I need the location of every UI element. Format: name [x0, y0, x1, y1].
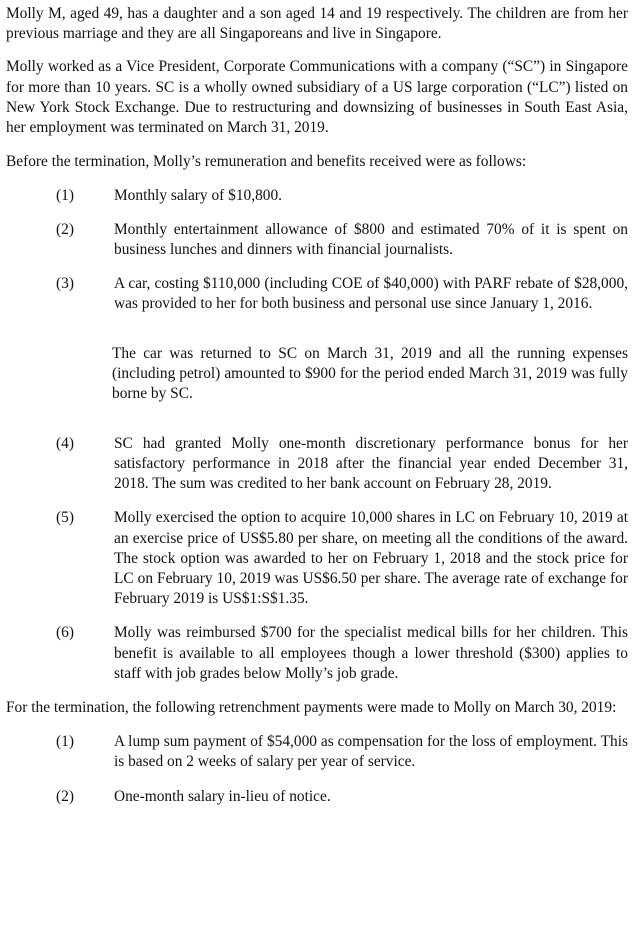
document-page	[6, 4, 628, 807]
benefit-number: (4)	[56, 434, 74, 452]
benefit-number: (3)	[56, 275, 74, 293]
benefit-text: SC had granted Molly one-month discretionary performance bonus for her satisfactory performance in 2018 after the financial year ended December 31, 2018. The sum was credited to her bank account on February 28, 2019.	[114, 434, 628, 493]
termination-text: One-month salary in-lieu of notice.	[114, 787, 331, 805]
benefit-item-5	[54, 508, 628, 609]
benefit-item-4	[54, 434, 628, 495]
benefit-text: Molly exercised the option to acquire 10,000 shares in LC on February 10, 2019 at an exercise price of US$5.80 per share, on meeting all the conditions of the award. The stock option was awarded to her on February 1, 2018 and the stock price for LC on February 10, 2019 was US$6.50 per share. The average rate of exchange for February 2019 is US$1:S$1.35.	[114, 509, 628, 608]
termination-number: (1)	[56, 733, 74, 751]
benefit-item-3-continuation: The car was returned to SC on March 31, 2019 and all the running expenses (including petrol) amounted to $900 for the period ended March 31, 2019 was fully borne by SC.	[112, 344, 628, 403]
benefit-item-3	[54, 274, 628, 314]
benefit-number: (2)	[56, 220, 74, 238]
benefit-number: (1)	[56, 187, 74, 205]
benefit-item-1	[54, 186, 628, 206]
termination-number: (2)	[56, 787, 74, 805]
benefit-item-6	[54, 623, 628, 684]
benefit-text: A car, costing $110,000 (including COE of $40,000) with PARF rebate of $28,000, was provided to her for both business and personal use since January 1, 2016.	[114, 275, 628, 313]
termination-item-2	[54, 787, 628, 807]
benefit-number: (5)	[56, 509, 74, 527]
termination-item-1	[54, 732, 628, 772]
termination-text: A lump sum payment of $54,000 as compensation for the loss of employment. This is based on 2 weeks of salary per year of service.	[114, 733, 628, 771]
benefit-item-2	[54, 220, 628, 260]
termination-heading: For the termination, the following retrenchment payments were made to Molly on March 30, 2019:	[6, 699, 617, 717]
benefit-text: Molly was reimbursed $700 for the specialist medical bills for her children. This benefit is available to all employees though a lower threshold ($300) applies to staff with job grades below Molly’s job grade.	[114, 624, 628, 682]
benefits-heading: Before the termination, Molly’s remuneration and benefits received were as follows:	[6, 153, 527, 171]
intro-paragraph: Molly M, aged 49, has a daughter and a son aged 14 and 19 respectively. The children are from her previous marriage and they are all Singaporeans and live in Singapore.	[6, 5, 628, 43]
benefit-number: (6)	[56, 624, 74, 642]
benefit-text: Monthly entertainment allowance of $800 and estimated 70% of it is spent on business lunches and dinners with financial journalists.	[114, 220, 628, 258]
benefit-text: Monthly salary of $10,800.	[114, 187, 282, 205]
employment-paragraph: Molly worked as a Vice President, Corporate Communications with a company (“SC”) in Singapore for more than 10 years. SC is a wholly owned subsidiary of a US large corporation (“LC”) listed on New York Stock Exchange. Due to restructuring and downsizing of businesses in South East Asia, her employment was terminated on March 31, 2019.	[6, 58, 628, 137]
